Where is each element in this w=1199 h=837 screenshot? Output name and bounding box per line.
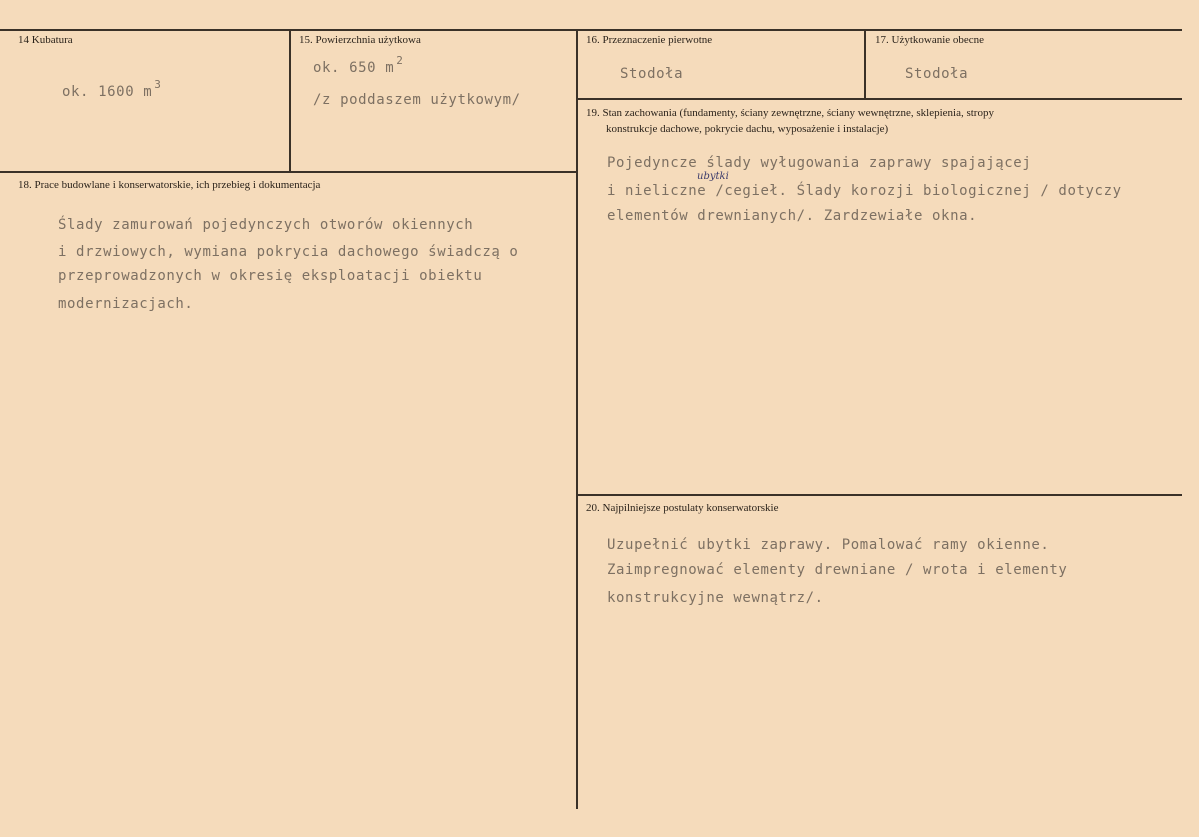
field-20-line-3: konstrukcyjne wewnątrz/. (607, 590, 824, 606)
divider-14-15 (289, 29, 291, 172)
field-20-line-2: Zaimpregnować elementy drewniane / wrota i elementy (607, 562, 1068, 578)
field-19-line-2: i nieliczne /cegieł. Ślady korozji biologicznej / dotyczy (607, 183, 1122, 199)
divider-16-17 (864, 29, 866, 99)
field-14-label: 14 Kubatura (18, 34, 73, 46)
field-19-line-3: elementów drewnianych/. Zardzewiałe okna. (607, 208, 978, 224)
field-16-label: 16. Przeznaczenie pierwotne (586, 34, 713, 46)
divider-row-19-20 (577, 494, 1182, 496)
field-19-handwritten-insert: ubytki (697, 171, 729, 182)
field-15-note: /z poddaszem użytkowym/ (313, 92, 521, 108)
field-20-label: 20. Najpilniejsze postulaty konserwatorskie (586, 502, 779, 514)
field-18-line-3: przeprowadzonych w okresię eksploatacji obiektu (58, 268, 483, 284)
field-20-line-1: Uzupełnić ubytki zaprawy. Pomalować ramy okienne. (607, 537, 1050, 553)
field-19-label-line-2: konstrukcje dachowe, pokrycie dachu, wyposażenie i instalacje) (606, 123, 889, 135)
field-18-line-4: modernizacjach. (58, 296, 194, 312)
field-16-value: Stodoła (620, 66, 684, 82)
field-18-label: 18. Prace budowlane i konserwatorskie, ich przebieg i dokumentacja (18, 179, 321, 191)
field-15-label: 15. Powierzchnia użytkowa (299, 34, 421, 46)
top-border (0, 29, 1182, 31)
field-19-line-1: Pojedyncze ślady wyługowania zaprawy spajającej (607, 155, 1032, 171)
divider-row-16-19 (577, 98, 1182, 100)
field-18-line-1: Ślady zamurowań pojedynczych otworów okiennych (58, 217, 474, 233)
field-18-line-2: i drzwiowych, wymiana pokrycia dachowego świadczą o (58, 244, 519, 260)
field-14-value: ok. 1600 m $^3$ (62, 78, 162, 100)
center-divider (576, 29, 578, 809)
divider-row-14-18 (0, 171, 577, 173)
field-19-label-line-1: 19. Stan zachowania (fundamenty, ściany zewnętrzne, ściany wewnętrzne, sklepienia, stropy (586, 107, 994, 119)
field-15-value: ok. 650 m $^2$ (313, 54, 404, 76)
field-17-value: Stodoła (905, 66, 969, 82)
field-17-label: 17. Użytkowanie obecne (875, 34, 985, 46)
